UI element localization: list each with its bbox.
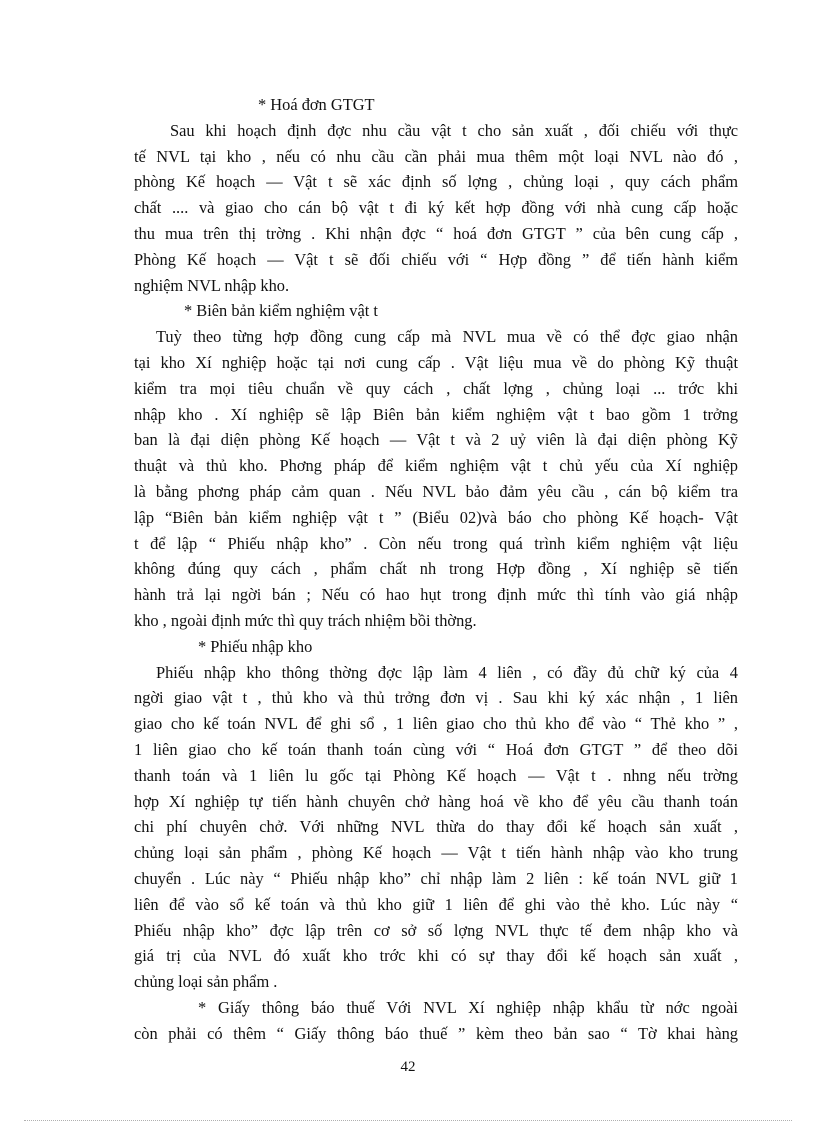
paragraph-line: chi phí chuyên chở. Với những NVL thừa do thay đổi kế hoạch sản xuất , [134, 817, 738, 837]
section-heading: * Hoá đơn GTGT [258, 95, 375, 114]
paragraph-line: lập “Biên bản kiểm nghiệp vật t ” (Biểu 02)và báo cho phòng Kế hoạch- Vật [134, 507, 738, 527]
page-number: 42 [400, 1059, 416, 1075]
paragraph-line: tế NVL tại kho , nếu có nhu cầu cần phải mua thêm một loại NVL nào đó , [134, 146, 738, 166]
paragraph-line: Tuỳ theo từng hợp đồng cung cấp mà NVL mua về có thể đợc giao nhận [156, 327, 738, 347]
paragraph-line: Phiếu nhập kho thông thờng đợc lập làm 4 liên , có đầy đủ chữ ký của 4 [156, 662, 738, 682]
paragraph-line: phòng Kế hoạch — Vật t sẽ xác định số lợng , chủng loại , quy cách phẩm [134, 172, 738, 192]
paragraph-line: còn phải có thêm “ Giấy thông báo thuế ” kèm theo bản sao “ Tờ khai hàng [134, 1023, 738, 1043]
paragraph-line: tại kho Xí nghiệp hoặc tại nơi cung cấp . Vật liệu mua về do phòng Kỹ thuật [134, 352, 738, 372]
paragraph-line: nhập kho . Xí nghiệp sẽ lập Biên bản kiểm nghiệm vật t bao gồm 1 trởng [134, 404, 738, 424]
paragraph-line: hành trả lại ngời bán ; Nếu có hao hụt trong định mức thì tính vào giá nhập [134, 585, 738, 605]
paragraph-line: Sau khi hoạch định đợc nhu cầu vật t cho sản xuất , đối chiếu với thực [170, 120, 738, 140]
section-heading: * Phiếu nhập kho [198, 636, 313, 656]
section-heading: * Biên bản kiểm nghiệm vật t [184, 301, 378, 321]
paragraph-line: giá trị của NVL đó xuất kho trớc khi có sự thay đổi kế hoạch sản xuất , [134, 946, 738, 966]
paragraph-line: ban là đại diện phòng Kế hoạch — Vật t và 2 uỷ viên là đại diện phòng Kỹ [134, 430, 738, 450]
paragraph-line: giao cho kế toán NVL để ghi sổ , 1 liên giao cho thủ kho để vào “ Thẻ kho ” , [134, 714, 738, 734]
paragraph-line: không đúng quy cách , phẩm chất nh trong Hợp đồng , Xí nghiệp sẽ tiến [134, 559, 738, 579]
paragraph-line: chủng loại sản phẩm . [134, 972, 278, 992]
paragraph-line: ngời giao vật t , thủ kho và thủ trởng đơn vị . Sau khi ký xác nhận , 1 liên [134, 688, 738, 708]
paragraph-line: * Giấy thông báo thuế Với NVL Xí nghiệp nhập khẩu từ nớc ngoài [198, 997, 738, 1017]
paragraph-line: chủng loại sản phẩm , phòng Kế hoạch — Vật t tiến hành nhập vào kho trung [134, 843, 738, 863]
paragraph-line: Phòng Kế hoạch — Vật t sẽ đối chiếu với “ Hợp đồng ” để tiến hành kiểm [134, 249, 738, 269]
paragraph-line: hợp Xí nghiệp tự tiến hành chuyên chở hàng hoá về kho để yêu cầu thanh toán [134, 791, 738, 811]
paragraph-line: thuật và thủ kho. Phơng pháp để kiểm nghiệm vật t chủ yếu của Xí nghiệp [134, 456, 738, 476]
paragraph-line: liên để vào sổ kế toán và thủ kho giữ 1 liên để ghi vào thẻ kho. Lúc này “ [134, 894, 738, 914]
paragraph-line: kiểm tra mọi tiêu chuẩn về quy cách , chất lợng , chủng loại ... trớc khi [134, 378, 738, 398]
page-bottom-rule [24, 1120, 792, 1121]
document-body [134, 92, 738, 1046]
paragraph-line: thanh toán và 1 liên lu gốc tại Phòng Kế hoạch — Vật t . nhng nếu trờng [134, 765, 738, 785]
paragraph-line: Phiếu nhập kho” đợc lập trên cơ sở số lợng NVL thực tế đem nhập kho và [134, 920, 738, 940]
paragraph-line: t để lập “ Phiếu nhập kho” . Còn nếu trong quá trình kiểm nghiệm vật liệu [134, 533, 738, 553]
paragraph-line: kho , ngoài định mức thì quy trách nhiệm bồi thờng. [134, 610, 477, 630]
paragraph-line: là bằng phơng pháp cảm quan . Nếu NVL bảo đảm yêu cầu , cán bộ kiểm tra [134, 481, 738, 501]
paragraph-line: chuyển . Lúc này “ Phiếu nhập kho” chỉ nhập làm 2 liên : kế toán NVL giữ 1 [134, 868, 738, 888]
paragraph-line: thu mua trên thị trờng . Khi nhận đợc “ hoá đơn GTGT ” của bên cung cấp , [134, 223, 738, 243]
paragraph-line: chất .... và giao cho cán bộ vật t đi ký kết hợp đồng với nhà cung cấp hoặc [134, 198, 738, 218]
paragraph-line: nghiệm NVL nhập kho. [134, 275, 290, 295]
paragraph-line: 1 liên giao cho kế toán thanh toán cùng với “ Hoá đơn GTGT ” để theo dõi [134, 739, 738, 759]
